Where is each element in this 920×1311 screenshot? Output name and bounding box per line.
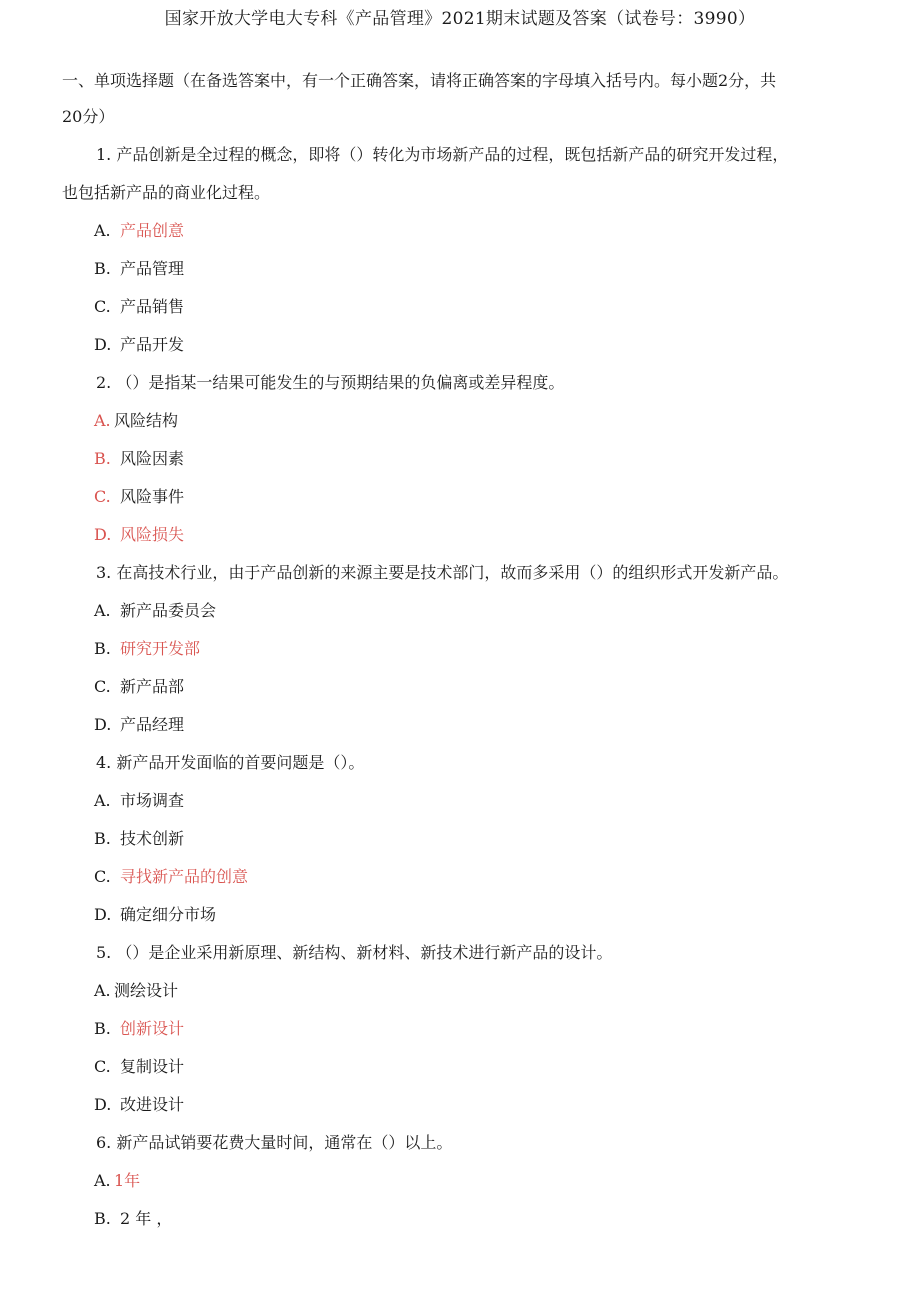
- q4-option-c: C. 寻找新产品的创意: [94, 867, 249, 886]
- q4-option-a: A. 市场调查: [94, 791, 185, 810]
- q4-option-b: B. 技术创新: [94, 829, 185, 848]
- question-3-stem: 3. 在高技术行业，由于产品创新的来源主要是技术部门，故而多采用（）的组织形式开发新产品。: [96, 563, 789, 582]
- q1-option-d: D. 产品开发: [94, 335, 185, 354]
- q6-option-b: B. 2 年 ，: [94, 1209, 173, 1228]
- q2-option-c: C. 风险事件: [94, 487, 185, 506]
- section-heading: 一、单项选择题（在备选答案中，有一个正确答案，请将正确答案的字母填入括号内。每小题2分，共: [62, 71, 777, 90]
- q3-option-b: B. 研究开发部: [94, 639, 201, 658]
- q6-option-a: A. 1年: [94, 1171, 141, 1190]
- q5-option-b: B. 创新设计: [94, 1019, 185, 1038]
- question-1-stem-cont: 也包括新产品的商业化过程。: [62, 183, 271, 202]
- q1-option-a-text: 产品创意: [120, 221, 185, 240]
- section-heading-cont: 20分）: [62, 107, 115, 126]
- q3-option-d: D. 产品经理: [94, 715, 185, 734]
- page-title: 国家开放大学电大专科《产品管理》2021期末试题及答案（试卷号：3990）: [164, 9, 756, 29]
- q1-option-a: A. 产品创意: [94, 221, 185, 240]
- question-5-stem: 5. （）是企业采用新原理、新结构、新材料、新技术进行新产品的设计。: [96, 943, 613, 962]
- q5-option-d: D. 改进设计: [94, 1095, 185, 1114]
- q1-option-b: B. 产品管理: [94, 259, 185, 278]
- question-6-stem: 6. 新产品试销要花费大量时间，通常在（）以上。: [96, 1133, 453, 1152]
- question-4-stem: 4. 新产品开发面临的首要问题是（）。: [96, 753, 365, 772]
- question-1-stem: 1. 产品创新是全过程的概念，即将（）转化为市场新产品的过程，既包括新产品的研究开发过程，: [96, 145, 789, 164]
- q5-option-c: C. 复制设计: [94, 1057, 185, 1076]
- q1-option-c: C. 产品销售: [94, 297, 185, 316]
- q3-option-a: A. 新产品委员会: [94, 601, 217, 620]
- question-2-stem: 2. （）是指某一结果可能发生的与预期结果的负偏离或差异程度。: [96, 373, 565, 392]
- q3-option-c: C. 新产品部: [94, 677, 185, 696]
- q2-option-d: D. 风险损失: [94, 525, 185, 544]
- q2-option-b: B. 风险因素: [94, 449, 185, 468]
- q4-option-d: D. 确定细分市场: [94, 905, 217, 924]
- q5-option-a: A. 测绘设计: [94, 981, 179, 1000]
- q2-option-a: A. 风险结构: [94, 411, 179, 430]
